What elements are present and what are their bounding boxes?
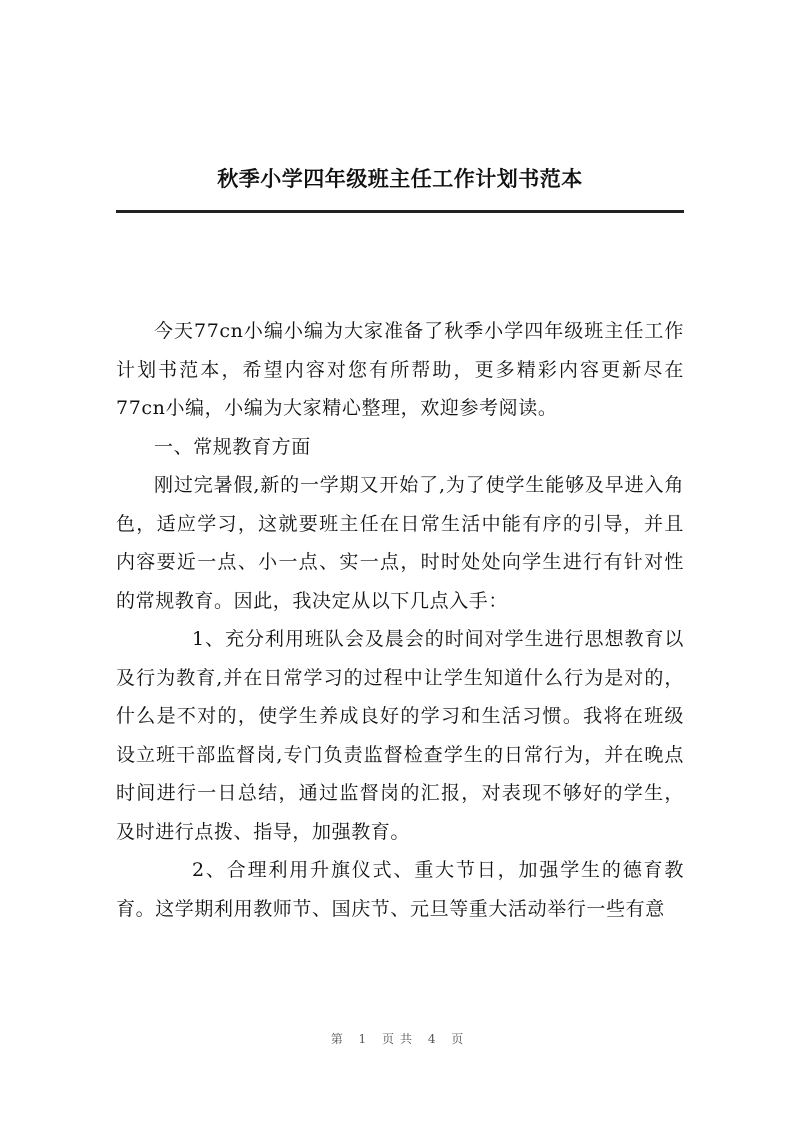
list-item-2: 2、合理利用升旗仪式、重大节日，加强学生的德育教育。这学期利用教师节、国庆节、元旦等重大活动举行一些有意 [116, 859, 684, 920]
body-paragraph: 刚过完暑假,新的一学期又开始了,为了使学生能够及早进入角色，适应学习，这就要班主任在日常生活中能有序的引导，并且内容要近一点、小一点、实一点，时时处处向学生进行有针对性的常规教育。因此，我决定从以下几点入手： [116, 474, 684, 612]
list-item-1: 1、充分利用班队会及晨会的时间对学生进行思想教育以及行为教育,并在日常学习的过程中让学生知道什么行为是对的，什么是不对的，使学生养成良好的学习和生活习惯。我将在班级设立班干部监督岗,专门负责监督检查学生的日常行为，并在晚点时间进行一日总结，通过监督岗的汇报，对表现不够好的学生，及时进行点拨、指导，加强教育。 [116, 628, 684, 843]
title-divider [116, 210, 684, 213]
document-body [116, 312, 684, 928]
intro-paragraph: 今天77cn小编小编为大家准备了秋季小学四年级班主任工作计划书范本，希望内容对您有所帮助，更多精彩内容更新尽在77cn小编，小编为大家精心整理，欢迎参考阅读。 [116, 320, 684, 419]
document-title: 秋季小学四年级班主任工作计划书范本 [217, 166, 583, 191]
section-heading: 一、常规教育方面 [154, 435, 311, 458]
page-number: 第 1 页共 4 页 [330, 1032, 470, 1046]
